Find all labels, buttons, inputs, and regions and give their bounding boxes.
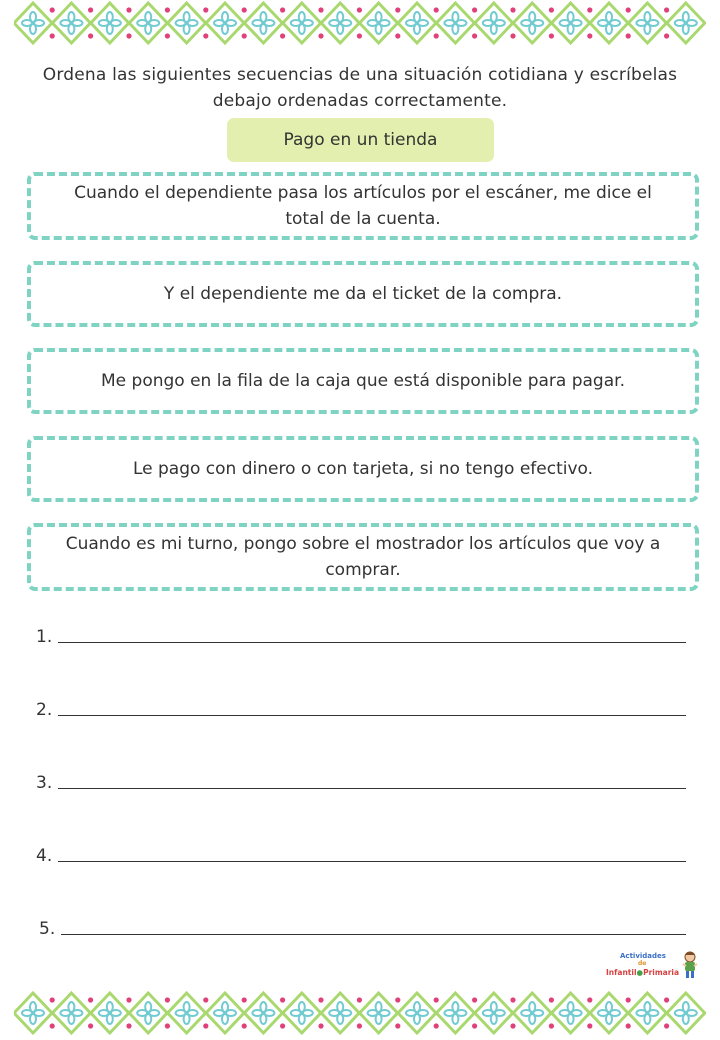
- ornament-dot: [510, 997, 515, 1002]
- ornament-dot: [203, 997, 208, 1002]
- ornament-dot: [242, 997, 247, 1002]
- ornament-diamond: [283, 993, 321, 1033]
- ornament-dot: [510, 33, 515, 38]
- ornament-dot: [242, 7, 247, 12]
- ornament-dot: [357, 997, 362, 1002]
- ornament-diamond: [475, 993, 513, 1033]
- ornament-dot: [165, 33, 170, 38]
- ornament-dot: [626, 7, 631, 12]
- ornament-dot: [203, 1023, 208, 1028]
- ornament-diamond: [513, 3, 551, 43]
- ornament-dot: [88, 1023, 93, 1028]
- ornament-dot: [664, 33, 669, 38]
- ornament-dot: [434, 33, 439, 38]
- logo-line-3: Infantil●Primaria: [606, 968, 680, 977]
- ornament-dot: [472, 1023, 477, 1028]
- ornament-diamond: [206, 993, 244, 1033]
- ornament-diamond: [244, 3, 282, 43]
- ornament-diamond: [436, 3, 474, 43]
- ornament-dot: [434, 7, 439, 12]
- ornament-diamond: [590, 3, 628, 43]
- ornament-diamond: [14, 3, 52, 43]
- ornament-dot: [242, 1023, 247, 1028]
- ornament-dot: [50, 7, 55, 12]
- ornament-diamond: [91, 3, 129, 43]
- sequence-card-1: Cuando el dependiente pasa los artículos por el escáner, me dice el total de la cuenta.: [27, 172, 699, 240]
- ornament-dot: [165, 997, 170, 1002]
- ornament-dot: [126, 997, 131, 1002]
- instructions-text: Ordena las siguientes secuencias de una situación cotidiana y escríbelas debajo ordenadas correctamente.: [42, 65, 678, 111]
- topic-title: Pago en un tienda: [227, 118, 494, 162]
- ornament-diamond: [168, 3, 206, 43]
- writing-rule[interactable]: [58, 624, 686, 643]
- ornament-diamond: [52, 3, 90, 43]
- ornament-diamond: [628, 993, 666, 1033]
- ornament-diamond: [590, 993, 628, 1033]
- ornament-dot: [510, 1023, 515, 1028]
- ornament-dot: [395, 997, 400, 1002]
- ornament-diamond: [283, 3, 321, 43]
- ornament-dot: [395, 33, 400, 38]
- ornament-diamond: [14, 993, 52, 1033]
- ornament-diamond: [129, 993, 167, 1033]
- sequence-card-4: Le pago con dinero o con tarjeta, si no tengo efectivo.: [27, 436, 699, 502]
- ornament-dot: [318, 1023, 323, 1028]
- ornament-diamond: [168, 993, 206, 1033]
- logo-line-1: Actividades: [620, 952, 666, 960]
- answer-number: 4.: [36, 846, 53, 866]
- ornament-dot: [510, 7, 515, 12]
- answer-number: 3.: [36, 773, 53, 793]
- ornament-diamond: [436, 993, 474, 1033]
- ornament-diamond: [321, 993, 359, 1033]
- ornament-diamond: [667, 3, 705, 43]
- publisher-logo: [604, 950, 700, 984]
- ornament-dot: [318, 7, 323, 12]
- answer-line-3[interactable]: [36, 763, 686, 793]
- child-mascot-icon: [680, 950, 700, 980]
- ornament-dot: [318, 997, 323, 1002]
- ornament-dot: [587, 997, 592, 1002]
- ornament-dot: [203, 7, 208, 12]
- ornament-diamond: [360, 993, 398, 1033]
- ornament-dot: [587, 7, 592, 12]
- ornament-diamond: [244, 993, 282, 1033]
- answer-line-1[interactable]: [36, 617, 686, 647]
- writing-rule[interactable]: [58, 843, 686, 862]
- decorative-border-top: [14, 0, 706, 46]
- sequence-card-5: Cuando es mi turno, pongo sobre el mostrador los artículos que voy a comprar.: [27, 523, 699, 591]
- writing-rule[interactable]: [58, 770, 686, 789]
- ornament-diamond: [321, 3, 359, 43]
- answer-number: 5.: [39, 919, 56, 939]
- ornament-dot: [626, 33, 631, 38]
- ornament-dot: [50, 1023, 55, 1028]
- ornament-dot: [549, 997, 554, 1002]
- ornament-dot: [549, 7, 554, 12]
- ornament-dot: [664, 1023, 669, 1028]
- logo-line-2: de: [638, 960, 647, 967]
- ornament-dot: [472, 33, 477, 38]
- ornament-dot: [126, 7, 131, 12]
- ornament-dot: [549, 1023, 554, 1028]
- writing-rule[interactable]: [61, 916, 686, 935]
- ornament-diamond: [398, 3, 436, 43]
- ornament-dot: [357, 33, 362, 38]
- answer-line-2[interactable]: [36, 690, 686, 720]
- ornament-dot: [549, 33, 554, 38]
- ornament-dot: [88, 33, 93, 38]
- ornament-dot: [88, 7, 93, 12]
- ornament-diamond: [52, 993, 90, 1033]
- answer-line-5[interactable]: [36, 909, 686, 939]
- ornament-diamond: [91, 993, 129, 1033]
- ornament-diamond: [360, 3, 398, 43]
- ornament-diamond: [513, 993, 551, 1033]
- ornament-dot: [664, 7, 669, 12]
- logo-word-infantil: Infantil: [606, 968, 637, 977]
- ornament-dot: [395, 7, 400, 12]
- answer-number: 2.: [36, 700, 53, 720]
- logo-word-primaria: Primaria: [643, 968, 680, 977]
- ornament-dot: [203, 33, 208, 38]
- ornament-dot: [88, 997, 93, 1002]
- ornament-dot: [280, 1023, 285, 1028]
- ornament-dot: [50, 33, 55, 38]
- ornament-dot: [626, 997, 631, 1002]
- answer-line-4[interactable]: [36, 836, 686, 866]
- ornament-dot: [434, 997, 439, 1002]
- ornament-diamond: [667, 993, 705, 1033]
- ornament-dot: [165, 7, 170, 12]
- ornament-dot: [280, 997, 285, 1002]
- ornament-dot: [587, 1023, 592, 1028]
- ornament-dot: [165, 1023, 170, 1028]
- ornament-dot: [626, 1023, 631, 1028]
- ornament-dot: [357, 7, 362, 12]
- ornament-diamond: [552, 993, 590, 1033]
- ornament-dot: [50, 997, 55, 1002]
- ornament-dot: [126, 33, 131, 38]
- ornament-diamond: [475, 3, 513, 43]
- ornament-diamond: [206, 3, 244, 43]
- ornament-dot: [472, 7, 477, 12]
- ornament-dot: [434, 1023, 439, 1028]
- ornament-dot: [357, 1023, 362, 1028]
- ornament-diamond: [552, 3, 590, 43]
- sequence-card-2: Y el dependiente me da el ticket de la compra.: [27, 261, 699, 327]
- ornament-dot: [126, 1023, 131, 1028]
- ornament-dot: [472, 997, 477, 1002]
- ornament-dot: [242, 33, 247, 38]
- ornament-dot: [587, 33, 592, 38]
- ornament-dot: [318, 33, 323, 38]
- ornament-diamond: [628, 3, 666, 43]
- sequence-card-3: Me pongo en la fila de la caja que está disponible para pagar.: [27, 348, 699, 414]
- ornament-diamond: [398, 993, 436, 1033]
- ornament-dot: [280, 7, 285, 12]
- answer-number: 1.: [36, 627, 53, 647]
- ornament-dot: [280, 33, 285, 38]
- writing-rule[interactable]: [58, 697, 686, 716]
- ornament-dot: [395, 1023, 400, 1028]
- ornament-dot: [664, 997, 669, 1002]
- decorative-border-bottom: [14, 990, 706, 1036]
- ornament-diamond: [129, 3, 167, 43]
